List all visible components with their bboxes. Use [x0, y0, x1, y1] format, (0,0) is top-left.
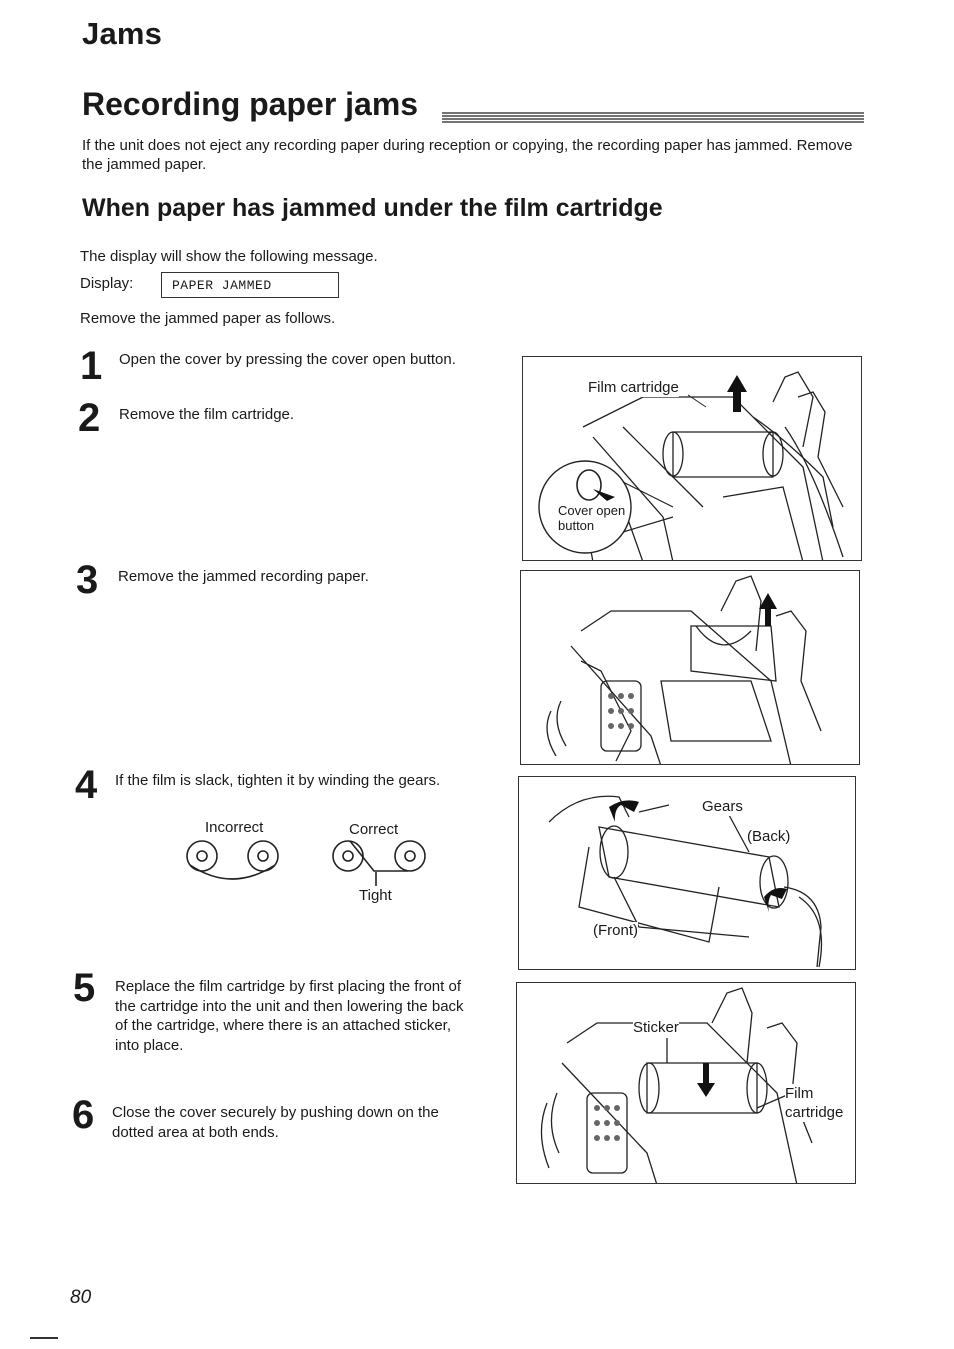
section-title: Jams — [82, 16, 163, 51]
remove-intro: Remove the jammed paper as follows. — [80, 310, 336, 327]
bottom-rule — [30, 1337, 58, 1339]
step-text: Close the cover securely by pushing down on the dotted area at both ends. — [112, 1104, 439, 1141]
step-text: If the film is slack, tighten it by winding the gears. — [115, 772, 441, 789]
step-number: 6 — [72, 1093, 95, 1137]
gear-incorrect-label: Incorrect — [205, 819, 264, 836]
display-message-box: PAPER JAMMED — [161, 272, 339, 298]
gear-correct-label: Correct — [349, 821, 399, 838]
subsection-title: When paper has jammed under the film cartridge — [82, 194, 663, 222]
step-number: 3 — [76, 558, 99, 602]
front-label: (Front) — [593, 922, 638, 939]
page-title: Recording paper jams — [82, 86, 419, 122]
figure-gears — [518, 776, 856, 970]
step-number: 4 — [75, 763, 98, 807]
display-intro: The display will show the following message. — [80, 248, 378, 265]
fax-illustration — [521, 571, 860, 765]
step-number: 1 — [80, 344, 103, 388]
gear-diagram-illustration — [180, 838, 440, 888]
figure-open-cover — [522, 356, 862, 561]
gear-tight-label: Tight — [359, 887, 392, 904]
gears-label: Gears — [702, 798, 743, 815]
step-text: Remove the jammed recording paper. — [118, 568, 369, 585]
figure-remove-paper — [520, 570, 860, 765]
page-number: 80 — [70, 1287, 92, 1308]
sticker-label: Sticker — [633, 1019, 679, 1036]
cartridge-illustration — [519, 777, 856, 970]
film-cartridge-label: Film cartridge — [785, 1085, 844, 1121]
step-text: Replace the film cartridge by first placing the front of the cartridge into the unit and then lowering the back of the cartridge, where there is an attached sticker, into place. — [115, 978, 464, 1054]
intro-text: If the unit does not eject any recording paper during reception or copying, the recording paper has jammed. Remove the jammed paper. — [82, 137, 853, 173]
title-rule — [442, 110, 864, 124]
cover-open-button-label: Cover open button — [558, 503, 626, 533]
back-label: (Back) — [747, 828, 791, 845]
step-number: 5 — [73, 966, 96, 1010]
film-cartridge-label: Film cartridge — [588, 379, 679, 396]
step-text: Remove the film cartridge. — [119, 406, 295, 423]
display-label: Display: — [80, 275, 134, 292]
step-text: Open the cover by pressing the cover open button. — [119, 351, 456, 368]
figure-replace-cartridge — [516, 982, 856, 1184]
step-number: 2 — [78, 396, 101, 440]
